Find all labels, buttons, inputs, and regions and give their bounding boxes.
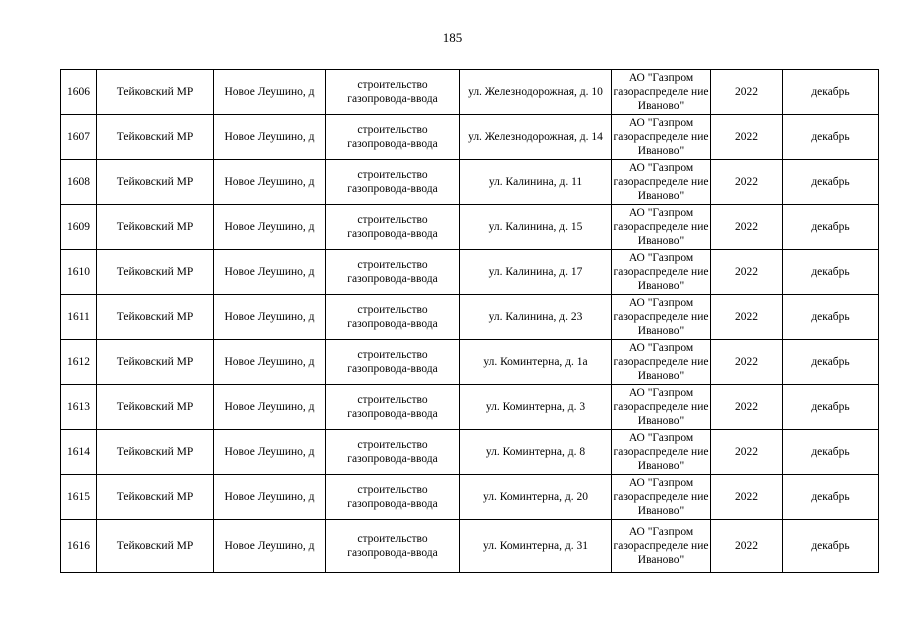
address-cell: ул. Калинина, д. 15	[460, 205, 612, 250]
address-cell: ул. Калинина, д. 11	[460, 160, 612, 205]
year-cell: 2022	[711, 520, 783, 573]
row-number: 1607	[61, 115, 97, 160]
year-cell: 2022	[711, 115, 783, 160]
month-cell: декабрь	[783, 430, 879, 475]
table-row	[61, 475, 879, 520]
year-cell: 2022	[711, 250, 783, 295]
organization-cell: АО "Газпром газораспределе ние Иваново"	[612, 385, 711, 430]
work-type-cell: строительство газопровода-ввода	[326, 70, 460, 115]
year-cell: 2022	[711, 340, 783, 385]
organization-cell: АО "Газпром газораспределе ние Иваново"	[612, 205, 711, 250]
month-cell: декабрь	[783, 385, 879, 430]
organization-cell: АО "Газпром газораспределе ние Иваново"	[612, 295, 711, 340]
settlement-cell: Новое Леушино, д	[214, 430, 326, 475]
work-type-cell: строительство газопровода-ввода	[326, 340, 460, 385]
address-cell: ул. Железнодорожная, д. 10	[460, 70, 612, 115]
row-number: 1611	[61, 295, 97, 340]
table-row	[61, 295, 879, 340]
organization-cell: АО "Газпром газораспределе ние Иваново"	[612, 115, 711, 160]
work-type-cell: строительство газопровода-ввода	[326, 250, 460, 295]
month-cell: декабрь	[783, 340, 879, 385]
settlement-cell: Новое Леушино, д	[214, 475, 326, 520]
year-cell: 2022	[711, 385, 783, 430]
table-row	[61, 115, 879, 160]
work-type-cell: строительство газопровода-ввода	[326, 115, 460, 160]
district-cell: Тейковский МР	[97, 160, 214, 205]
organization-cell: АО "Газпром газораспределе ние Иваново"	[612, 340, 711, 385]
year-cell: 2022	[711, 430, 783, 475]
district-cell: Тейковский МР	[97, 340, 214, 385]
row-number: 1615	[61, 475, 97, 520]
table-row	[61, 205, 879, 250]
work-type-cell: строительство газопровода-ввода	[326, 295, 460, 340]
table-row	[61, 430, 879, 475]
row-number: 1608	[61, 160, 97, 205]
settlement-cell: Новое Леушино, д	[214, 520, 326, 573]
table-row	[61, 385, 879, 430]
month-cell: декабрь	[783, 250, 879, 295]
work-type-cell: строительство газопровода-ввода	[326, 520, 460, 573]
year-cell: 2022	[711, 295, 783, 340]
row-number: 1616	[61, 520, 97, 573]
month-cell: декабрь	[783, 475, 879, 520]
district-cell: Тейковский МР	[97, 205, 214, 250]
gasification-table	[60, 69, 879, 573]
settlement-cell: Новое Леушино, д	[214, 250, 326, 295]
organization-cell: АО "Газпром газораспределе ние Иваново"	[612, 430, 711, 475]
address-cell: ул. Коминтерна, д. 31	[460, 520, 612, 573]
district-cell: Тейковский МР	[97, 115, 214, 160]
row-number: 1613	[61, 385, 97, 430]
work-type-cell: строительство газопровода-ввода	[326, 160, 460, 205]
organization-cell: АО "Газпром газораспределе ние Иваново"	[612, 250, 711, 295]
table-row	[61, 250, 879, 295]
settlement-cell: Новое Леушино, д	[214, 340, 326, 385]
district-cell: Тейковский МР	[97, 520, 214, 573]
work-type-cell: строительство газопровода-ввода	[326, 475, 460, 520]
address-cell: ул. Калинина, д. 23	[460, 295, 612, 340]
address-cell: ул. Коминтерна, д. 1а	[460, 340, 612, 385]
address-cell: ул. Коминтерна, д. 20	[460, 475, 612, 520]
settlement-cell: Новое Леушино, д	[214, 70, 326, 115]
year-cell: 2022	[711, 160, 783, 205]
district-cell: Тейковский МР	[97, 385, 214, 430]
organization-cell: АО "Газпром газораспределе ние Иваново"	[612, 475, 711, 520]
month-cell: декабрь	[783, 295, 879, 340]
row-number: 1612	[61, 340, 97, 385]
settlement-cell: Новое Леушино, д	[214, 160, 326, 205]
row-number: 1610	[61, 250, 97, 295]
organization-cell: АО "Газпром газораспределе ние Иваново"	[612, 520, 711, 573]
organization-cell: АО "Газпром газораспределе ние Иваново"	[612, 70, 711, 115]
district-cell: Тейковский МР	[97, 430, 214, 475]
district-cell: Тейковский МР	[97, 295, 214, 340]
district-cell: Тейковский МР	[97, 475, 214, 520]
row-number: 1614	[61, 430, 97, 475]
month-cell: декабрь	[783, 520, 879, 573]
month-cell: декабрь	[783, 115, 879, 160]
table-row	[61, 340, 879, 385]
district-cell: Тейковский МР	[97, 250, 214, 295]
district-cell: Тейковский МР	[97, 70, 214, 115]
table-body	[61, 70, 879, 573]
work-type-cell: строительство газопровода-ввода	[326, 430, 460, 475]
address-cell: ул. Калинина, д. 17	[460, 250, 612, 295]
address-cell: ул. Железнодорожная, д. 14	[460, 115, 612, 160]
work-type-cell: строительство газопровода-ввода	[326, 385, 460, 430]
year-cell: 2022	[711, 205, 783, 250]
page-number: 185	[442, 30, 463, 45]
address-cell: ул. Коминтерна, д. 3	[460, 385, 612, 430]
month-cell: декабрь	[783, 160, 879, 205]
year-cell: 2022	[711, 70, 783, 115]
table-row	[61, 520, 879, 573]
table-row	[61, 70, 879, 115]
table-row	[61, 160, 879, 205]
settlement-cell: Новое Леушино, д	[214, 115, 326, 160]
year-cell: 2022	[711, 475, 783, 520]
row-number: 1609	[61, 205, 97, 250]
settlement-cell: Новое Леушино, д	[214, 295, 326, 340]
row-number: 1606	[61, 70, 97, 115]
settlement-cell: Новое Леушино, д	[214, 205, 326, 250]
month-cell: декабрь	[783, 205, 879, 250]
address-cell: ул. Коминтерна, д. 8	[460, 430, 612, 475]
work-type-cell: строительство газопровода-ввода	[326, 205, 460, 250]
settlement-cell: Новое Леушино, д	[214, 385, 326, 430]
organization-cell: АО "Газпром газораспределе ние Иваново"	[612, 160, 711, 205]
month-cell: декабрь	[783, 70, 879, 115]
